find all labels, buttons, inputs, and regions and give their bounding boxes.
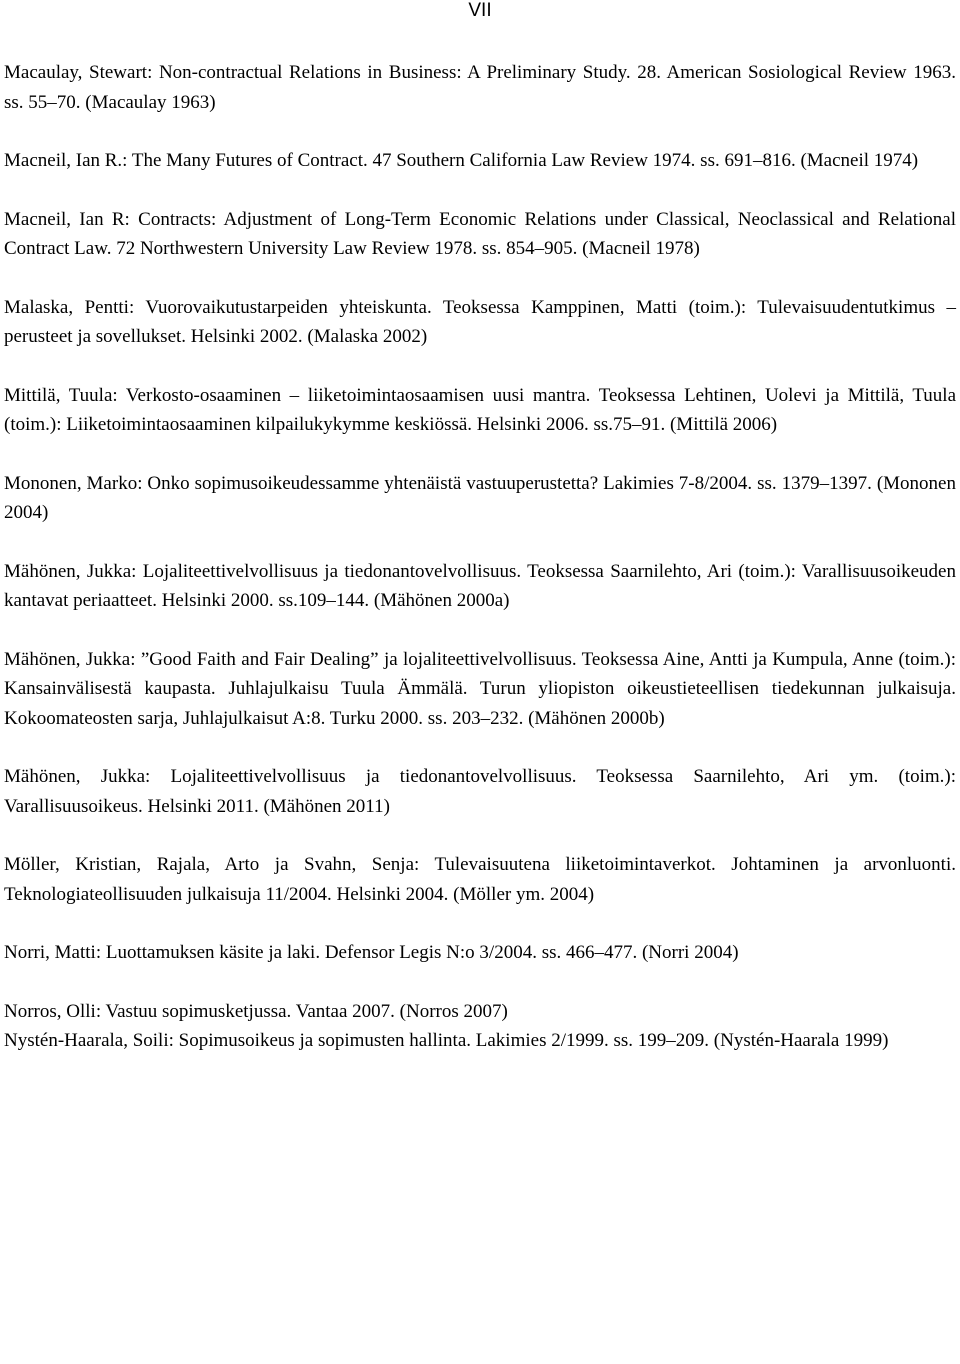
reference-entry: Mähönen, Jukka: Lojaliteettivelvollisuus ja tiedonantovelvollisuus. Teoksessa Saarnilehto, Ari (toim.): Varallisuusoikeuden kantavat periaatteet. Helsinki 2000. ss.109–144. (Mähönen 2000a) xyxy=(4,560,956,611)
reference-entry: Norros, Olli: Vastuu sopimusketjussa. Vantaa 2007. (Norros 2007) xyxy=(4,1000,508,1022)
reference-entry: Macneil, Ian R: Contracts: Adjustment of Long-Term Economic Relations under Classical, Neoclassical and Relational Contract Law. 72 Northwestern University Law Review 1978. ss. 854–905. (Macneil 1978) xyxy=(4,208,956,259)
reference-entry: Mähönen, Jukka: Lojaliteettivelvollisuus ja tiedonantovelvollisuus. Teoksessa Saarnilehto, Ari ym. (toim.): Varallisuusoikeus. Helsinki 2011. (Mähönen 2011) xyxy=(4,766,956,817)
page-number: VII xyxy=(468,0,492,21)
reference-entry: Mittilä, Tuula: Verkosto-osaaminen – liiketoimintaosaamisen uusi mantra. Teoksessa Lehtinen, Uolevi ja Mittilä, Tuula (toim.): Liiketoimintaosaaminen kilpailukykymme keskiössä. Helsinki 2006. ss.75–91. (Mittilä 2006) xyxy=(4,384,956,435)
reference-entry: Macaulay, Stewart: Non-contractual Relations in Business: A Preliminary Study. 28. American Sosiological Review 1963. ss. 55–70. (Macaulay 1963) xyxy=(4,62,956,113)
reference-entry: Mähönen, Jukka: ”Good Faith and Fair Dealing” ja lojaliteettivelvollisuus. Teoksessa Aine, Antti ja Kumpula, Anne (toim.): Kansainvälisestä kaupasta. Juhlajulkaisu Tuula Ämmälä. Turun yliopiston oikeustieteellisen tiedekunnan julkaisuja. Kokoomateosten sarja, Juhlajulkaisut A:8. Turku 2000. ss. 203–232. (Mähönen 2000b) xyxy=(4,648,956,729)
reference-list xyxy=(4,58,956,1056)
reference-entry: Macneil, Ian R.: The Many Futures of Contract. 47 Southern California Law Review 1974. ss. 691–816. (Macneil 1974) xyxy=(4,150,919,171)
reference-entry: Mononen, Marko: Onko sopimusoikeudessamme yhtenäistä vastuuperustetta? Lakimies 7-8/2004. ss. 1379–1397. (Mononen 2004) xyxy=(4,472,956,523)
reference-entry: Malaska, Pentti: Vuorovaikutustarpeiden yhteiskunta. Teoksessa Kamppinen, Matti (toim.): Tulevaisuudentutkimus – perusteet ja sovellukset. Helsinki 2002. (Malaska 2002) xyxy=(4,296,956,347)
reference-entry: Möller, Kristian, Rajala, Arto ja Svahn, Senja: Tulevaisuutena liiketoimintaverkot. Johtaminen ja arvonluonti. Teknologiateollisuuden julkaisuja 11/2004. Helsinki 2004. (Möller ym. 2004) xyxy=(4,854,956,905)
reference-entry: Norri, Matti: Luottamuksen käsite ja laki. Defensor Legis N:o 3/2004. ss. 466–477. (Norri 2004) xyxy=(4,942,739,963)
reference-entry: Nystén-Haarala, Soili: Sopimusoikeus ja sopimusten hallinta. Lakimies 2/1999. ss. 199–209. (Nystén-Haarala 1999) xyxy=(4,1030,889,1051)
